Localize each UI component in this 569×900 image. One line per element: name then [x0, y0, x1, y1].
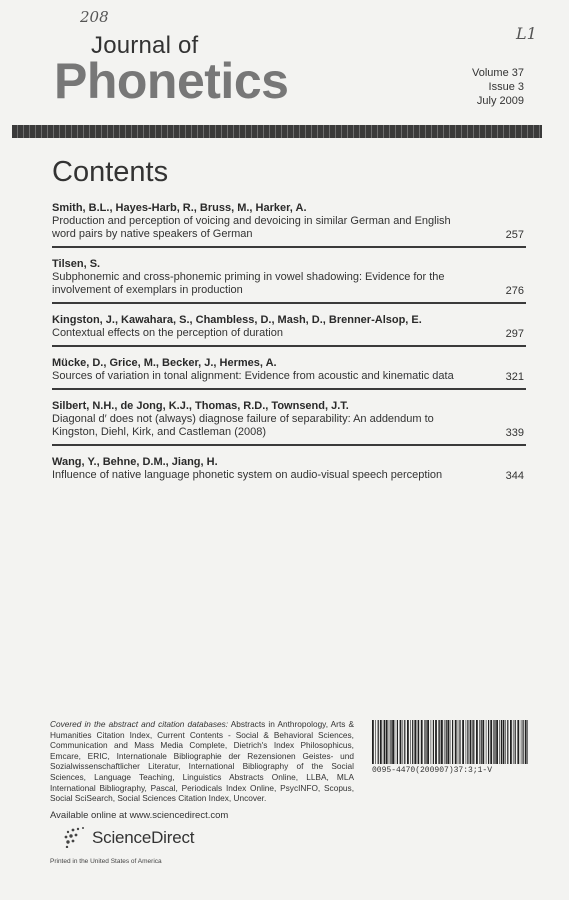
barcode-bar	[447, 720, 449, 764]
barcode-bar	[395, 720, 396, 764]
barcode-bar	[515, 720, 516, 764]
barcode-bar	[501, 720, 502, 764]
toc-authors: Smith, B.L., Hayes-Harb, R., Bruss, M., Harker, A.	[52, 202, 307, 214]
barcode-bar	[513, 720, 514, 764]
barcode-bar	[397, 720, 398, 764]
barcode-bar	[455, 720, 457, 764]
barcode-bar	[510, 720, 512, 764]
barcode-bar	[482, 720, 484, 764]
toc-item[interactable]	[52, 354, 526, 390]
barcode-bar	[452, 720, 453, 764]
barcode-bar	[507, 720, 508, 764]
barcode-bar	[404, 720, 405, 764]
barcode-bar	[505, 720, 506, 764]
barcode-bar	[384, 720, 385, 764]
barcode-bar	[444, 720, 445, 764]
barcode-bar	[410, 720, 411, 764]
volume-label: Volume 37	[472, 67, 524, 79]
toc-title: Production and perception of voicing and devoicing in similar German and English word pairs by native speakers of German	[52, 215, 451, 240]
database-coverage	[50, 719, 354, 804]
toc-title: Diagonal d′ does not (always) diagnose failure of separability: An addendum to Kingston, Diehl, Kirk, and Castleman (2008)	[52, 413, 434, 438]
toc-authors: Kingston, J., Kawahara, S., Chambless, D., Mash, D., Brenner-Alsop, E.	[52, 314, 422, 326]
barcode-bar	[493, 720, 494, 764]
date-label: July 2009	[476, 95, 524, 107]
toc-authors: Silbert, N.H., de Jong, K.J., Thomas, R.D., Townsend, J.T.	[52, 400, 349, 412]
toc-title: Sources of variation in tonal alignment: Evidence from acoustic and kinematic data	[52, 370, 454, 382]
handwritten-note-right: L1	[516, 24, 537, 43]
toc-item[interactable]	[52, 453, 526, 487]
barcode-bar	[425, 720, 426, 764]
toc-title: Contextual effects on the perception of duration	[52, 327, 283, 339]
barcode-bar	[466, 720, 467, 764]
barcode-bar	[400, 720, 402, 764]
barcode-bar	[390, 720, 391, 764]
issue-info	[472, 66, 524, 108]
barcode-bar	[523, 720, 524, 764]
coverage-lead: Covered in the abstract and citation databases:	[50, 719, 229, 729]
toc-title: Influence of native language phonetic system on audio-visual speech perception	[52, 469, 443, 481]
barcode-bar	[499, 720, 500, 764]
barcode-bar	[418, 720, 419, 764]
barcode-bar	[473, 720, 474, 764]
barcode-bar	[517, 720, 519, 764]
barcode-bar	[386, 720, 388, 764]
barcode-bar	[450, 720, 451, 764]
issue-label: Issue 3	[488, 81, 524, 93]
sciencedirect-logo-icon	[64, 826, 86, 848]
barcode-bar	[427, 720, 429, 764]
toc-authors: Mücke, D., Grice, M., Becker, J., Hermes, A.	[52, 357, 277, 369]
barcode-bar	[496, 720, 498, 764]
barcode-bar	[441, 720, 443, 764]
barcode-bar	[479, 720, 480, 764]
barcode-bar	[476, 720, 478, 764]
toc-item[interactable]	[52, 255, 526, 304]
barcode-bar	[503, 720, 505, 764]
barcode-bar	[521, 720, 522, 764]
barcode-bar	[481, 720, 482, 764]
barcode-bar	[490, 720, 492, 764]
barcode-bar	[380, 720, 382, 764]
available-online[interactable]: Available online at www.sciencedirect.com	[50, 810, 229, 821]
toc-page-number: 339	[505, 427, 524, 439]
table-of-contents	[52, 199, 526, 494]
barcode-bar	[417, 720, 418, 764]
barcode-bar	[389, 720, 390, 764]
barcode-bar	[470, 720, 472, 764]
sciencedirect-brand: ScienceDirect	[92, 828, 195, 847]
toc-authors: Tilsen, S.	[52, 258, 101, 270]
barcode-bar	[458, 720, 459, 764]
barcode-bar	[375, 720, 376, 764]
barcode-bar	[403, 720, 404, 764]
barcode-bar	[435, 720, 437, 764]
barcode-bar	[462, 720, 464, 764]
toc-item[interactable]	[52, 199, 526, 248]
barcode-bar	[494, 720, 495, 764]
barcode-number: 0095-4470(200907)37:3;1-V	[372, 766, 493, 775]
barcode-bar	[472, 720, 473, 764]
barcode-bar	[459, 720, 460, 764]
printed-note: Printed in the United States of America	[50, 858, 162, 865]
toc-title: Subphonemic and cross-phonemic priming in vowel shadowing: Evidence for the involvement of exemplars in production	[52, 271, 445, 296]
barcode-bar	[486, 720, 487, 764]
barcode-bar	[525, 720, 527, 764]
barcode-bar	[383, 720, 384, 764]
barcode-bar	[378, 720, 379, 764]
toc-page-number: 257	[505, 229, 524, 241]
toc-page-number: 344	[505, 470, 524, 482]
barcode-bar	[407, 720, 409, 764]
toc-item[interactable]	[52, 397, 526, 446]
barcode-bar	[467, 720, 468, 764]
barcode-bar	[392, 720, 394, 764]
toc-item[interactable]	[52, 311, 526, 347]
header-rule	[12, 125, 542, 138]
barcode-bar	[438, 720, 439, 764]
toc-page-number: 276	[505, 285, 524, 297]
barcode-bar	[433, 720, 434, 764]
barcode-bar	[412, 720, 413, 764]
toc-page-number: 321	[505, 371, 524, 383]
barcode-bar	[421, 720, 423, 764]
barcode-bar	[488, 720, 489, 764]
barcode-bar	[414, 720, 416, 764]
barcode-bar	[446, 720, 447, 764]
journal-name: Phonetics	[54, 53, 289, 109]
barcode-bar	[439, 720, 440, 764]
handwritten-note-top: 208	[80, 8, 109, 26]
barcode-bar	[424, 720, 425, 764]
contents-heading: Contents	[52, 156, 169, 188]
toc-page-number: 297	[505, 328, 524, 340]
barcode-bar	[431, 720, 432, 764]
barcode-bar	[372, 720, 374, 764]
barcode-bar	[527, 720, 528, 764]
barcode	[372, 720, 530, 764]
coverage-list: Abstracts in Anthropology, Arts & Humanities Citation Index, Current Contents - Social & Behavioral Sciences, Communication and Mass Media Complete, Dietrich's Index Philosophicus, Emcare, ERIC, Internationale Bibliographie der Rezensionen Geistes- und Sozialwissenschaftlicher Literatur, International Bibliography of the Social Sciences, Language Teaching, Linguistics Abstracts Online, LLBA, MLA International Bibliography, Pascal, Periodicals Index Online, PsycINFO, Scopus, Social SciSearch, Social Sciences Citation Index, Uncover.	[50, 719, 355, 804]
toc-authors: Wang, Y., Behne, D.M., Jiang, H.	[52, 456, 218, 468]
journal-prefix: Journal of	[91, 32, 199, 59]
